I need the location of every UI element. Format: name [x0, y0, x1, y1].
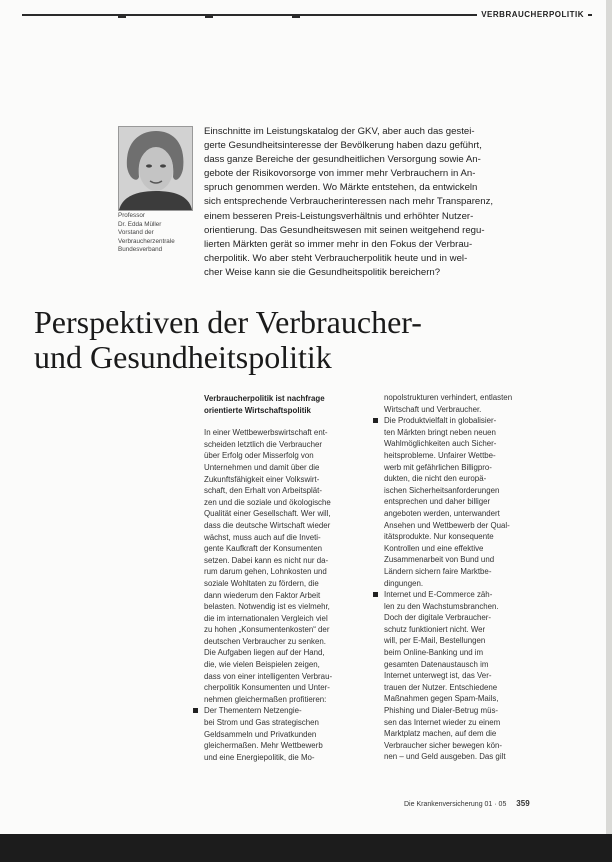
intro-line: sich entsprechende Verbraucherinteressen nach mehr Transparenz,	[204, 196, 494, 208]
body-line: trauen der Nutzer. Entschiedene	[384, 682, 498, 692]
body-line: nehmen gleichermaßen profitieren:	[204, 694, 327, 704]
intro-line: lierten Märkten gerät so immer mehr in den Fokus der Verbrau-	[204, 238, 473, 250]
bullet-item	[384, 415, 546, 427]
body-line: len zu den Wachstumsbranchen.	[384, 601, 499, 611]
spacer	[204, 416, 362, 427]
body-line: Internet unterwegt ist, das Ver-	[384, 671, 492, 681]
caption-line: Vorstand der	[118, 229, 154, 237]
body-line: die im internationalen Vergleich viel	[204, 613, 328, 623]
title-line-2: und Gesundheitspolitik	[34, 339, 332, 375]
body-line: nopolstrukturen verhindert, entlasten	[384, 393, 513, 402]
body-line: Maßnahmen gegen Spam-Mails,	[384, 694, 499, 704]
body-line: und eine Energiepolitik, die Mo-	[204, 752, 315, 762]
body-line: zu hohen „Konsumentenkosten“ der	[204, 625, 330, 635]
body-line: Der Thementern Netzengie-	[204, 706, 302, 716]
intro-paragraph	[204, 125, 530, 280]
body-line: zen und die soziale und ökologische	[204, 497, 331, 507]
body-line: Geldsammeln und Privatkunden	[204, 729, 317, 739]
body-line: Zusammenarbeit von Bund und	[384, 555, 495, 565]
intro-line: gebote der Risikovorsorge von immer mehr Verbrauchern in An-	[204, 168, 476, 180]
body-line: setzen. Dabei kann es nicht nur da-	[204, 555, 329, 565]
portrait-caption	[118, 212, 196, 255]
body-line: Zukunftsfähigkeit einer Volkswirt-	[204, 474, 320, 484]
body-line: gleichermaßen. Mehr Wettbewerb	[204, 741, 323, 751]
body-line: angeboten werden, unterwandert	[384, 508, 500, 518]
body-line: will, per E-Mail, Bestellungen	[384, 636, 486, 646]
intro-line: einem besseren Preis-Leistungsverhältnis und erhöhter Nutzer-	[204, 210, 474, 222]
journal-name: Die Krankenversicherung 01 · 05	[404, 801, 507, 808]
header-tick	[205, 14, 213, 18]
body-line: Verbraucher sicher bewegen kön-	[384, 740, 502, 750]
body-line: sen das Internet wieder zu einem	[384, 717, 501, 727]
subheading: Verbraucherpolitik ist nachfrage	[204, 394, 325, 403]
body-line: wächst, muss auch auf die Inveti-	[204, 532, 321, 542]
body-line: cherpolitik Konsumenten und Unter-	[204, 683, 330, 693]
body-line: Unternehmen und damit über die	[204, 462, 320, 472]
body-line: deutschen Verbraucher zu senken.	[204, 636, 326, 646]
body-line: die, wie vielen Beispielen zeigen,	[204, 660, 320, 670]
body-line: dukten, die nicht den europä-	[384, 474, 487, 484]
page-footer	[404, 799, 530, 808]
body-line: werb mit gefährlichen Billigpro-	[384, 462, 492, 472]
body-line: itätsprodukte. Nur konsequente	[384, 532, 494, 542]
intro-line: orientierung. Das Gesundheitswesen mit seinen weitgehend regu-	[204, 224, 485, 236]
intro-line: Einschnitte im Leistungskatalog der GKV, aber auch das gestei-	[204, 126, 475, 137]
section-label: VERBRAUCHERPOLITIK	[477, 10, 588, 19]
body-line: rum darum gehen, Lohnkosten und	[204, 567, 327, 577]
body-line: schaft, den Erhalt von Arbeitsplät-	[204, 486, 322, 496]
scan-edge	[606, 0, 612, 862]
subheading: orientierte Wirtschaftspolitik	[204, 405, 311, 415]
body-line: dann wiederum den Faktor Arbeit	[204, 590, 321, 600]
body-line: Ländern sichern faire Marktbe-	[384, 566, 492, 576]
caption-line: Professor	[118, 212, 145, 219]
body-line: Wahlmöglichkeiten auch Sicher-	[384, 439, 497, 449]
body-line: Doch der digitale Verbraucher-	[384, 613, 492, 623]
header-tick	[292, 14, 300, 18]
body-line: Internet und E-Commerce zäh-	[384, 590, 493, 600]
body-line: Die Aufgaben liegen auf der Hand,	[204, 648, 325, 658]
body-line: beim Online-Banking und im	[384, 648, 484, 658]
caption-line: Bundesverband	[118, 246, 163, 254]
caption-line: Verbraucherzentrale	[118, 237, 175, 245]
intro-line: gerte Gesundheitsinteresse der Bevölkerung haben dazu geführt,	[204, 140, 482, 152]
body-line: dingungen.	[384, 578, 424, 588]
header-tick	[118, 14, 126, 18]
body-line: soziale Wohltaten zu fördern, die	[204, 578, 319, 588]
scan-bottom-band	[0, 834, 612, 862]
square-bullet-icon	[193, 708, 198, 713]
body-line: In einer Wettbewerbswirtschaft ent-	[204, 428, 328, 438]
body-line: ten Märkten bringt neben neuen	[384, 427, 496, 437]
square-bullet-icon	[373, 592, 378, 597]
body-line: schutz funktioniert nicht. Wer	[384, 624, 486, 634]
body-line: scheiden letztlich die Verbraucher	[204, 439, 322, 449]
body-line: gente Kaufkraft der Konsumenten	[204, 544, 322, 554]
body-line: Kontrollen und eine effektive	[384, 543, 484, 553]
body-line: Qualität einer Gesellschaft. Wer will,	[204, 509, 331, 519]
author-portrait	[118, 126, 193, 211]
body-line: nen – und Geld ausgeben. Das gilt	[384, 752, 506, 762]
body-line: Phishing und Dialer-Betrug müs-	[384, 706, 499, 716]
intro-line: cher Weise kann sie die Gesundheitspolitik bereichern?	[204, 266, 441, 278]
body-line: bei Strom und Gas strategischen	[204, 718, 319, 728]
intro-line: dass ganze Bereiche der gesundheitlichen Versorgung sowie An-	[204, 154, 481, 166]
bullet-item	[204, 705, 362, 717]
article-title	[34, 305, 594, 375]
bullet-item	[384, 589, 546, 601]
body-line: entsprechen und daher billiger	[384, 497, 491, 507]
right-column	[384, 392, 546, 763]
body-line: Marktplatz machen, auf dem die	[384, 729, 497, 739]
page-number: 359	[516, 799, 530, 808]
body-line: Wirtschaft und Verbraucher.	[384, 404, 482, 414]
square-bullet-icon	[373, 418, 378, 423]
body-line: dass von einer intelligenten Verbrau-	[204, 671, 333, 681]
caption-line: Dr. Edda Müller	[118, 220, 162, 228]
left-column	[204, 393, 362, 763]
body-line: Die Produktvielfalt in globalisier-	[384, 416, 497, 426]
body-line: über Erfolg oder Misserfolg von	[204, 451, 314, 461]
body-line: gesamten Datenaustausch im	[384, 659, 489, 669]
title-line-1: Perspektiven der Verbraucher-	[34, 304, 422, 340]
intro-line: spruch genommen werden. Wo Märkte entstehen, da entwickeln	[204, 182, 478, 194]
body-line: belasten. Notwendig ist es vielmehr,	[204, 602, 330, 612]
intro-line: cherpolitik. Wo aber steht Verbraucherpolitik heute und in wel-	[204, 252, 468, 264]
body-line: Ansehen und Wettbewerb der Qual-	[384, 520, 510, 530]
body-line: heitsprobleme. Unfairer Wettbe-	[384, 450, 496, 460]
body-line: dass die deutsche Wirtschaft wieder	[204, 520, 331, 530]
body-line: ischen Sicherheitsanforderungen	[384, 485, 500, 495]
